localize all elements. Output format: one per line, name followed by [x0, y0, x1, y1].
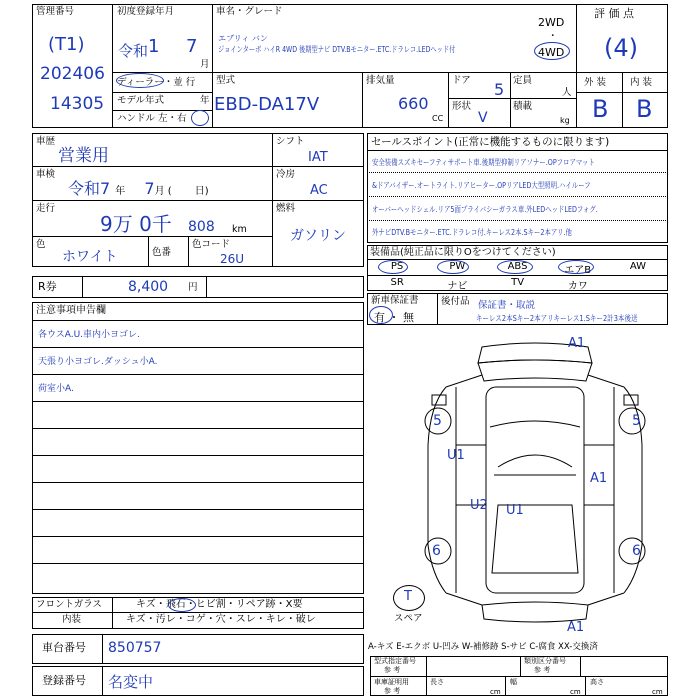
load-label: 積載 — [513, 101, 533, 112]
notes-rule — [32, 536, 364, 537]
shape-label: 形状 — [452, 101, 472, 112]
equip-ps: PS — [390, 261, 404, 272]
mileage-label: 走行 — [36, 203, 56, 214]
ac-label: 冷房 — [276, 169, 296, 180]
equip-tv: TV — [511, 277, 525, 288]
after-label: 後付品 — [441, 296, 470, 307]
diag-mark-center: U1 — [506, 503, 524, 518]
color-value: ホワイト — [62, 249, 118, 265]
displacement-label: 排気量 — [366, 75, 395, 86]
height-cm: cm — [652, 688, 663, 696]
after-value: 保証書・取説 — [478, 300, 536, 311]
mileage-unit: km — [232, 224, 247, 235]
reg-label: 登録番号 — [42, 674, 86, 687]
inspection-month: 7 — [144, 179, 155, 198]
color-no-label: 色番 — [152, 247, 172, 258]
model-year-label: モデル年式 — [117, 95, 165, 106]
spare-text: スペア — [394, 613, 423, 624]
stone-chip-circle — [168, 598, 196, 612]
shift-value: IAT — [308, 150, 328, 165]
doors-label: ドア — [452, 75, 471, 86]
exterior-label: 外 装 — [584, 77, 607, 88]
diag-mark-right-door: A1 — [590, 471, 608, 486]
equip-abs-circle — [497, 260, 533, 274]
notes-rule — [32, 509, 364, 510]
sales-line-2: &ドアバイザー.オートライト.リアヒーター.OPリアLED大型照明.ハイルーフ — [372, 181, 591, 190]
note-line-3: 荷室小A. — [38, 384, 74, 394]
recycle-unit: 円 — [188, 282, 198, 293]
spare-label: T — [404, 589, 412, 604]
equip-sr: SR — [390, 277, 404, 288]
sales-points-title: セールスポイント(正常に機能するものに限ります) — [371, 136, 610, 148]
inspection-day-unit: 日) — [194, 186, 209, 197]
vin-plate-label: 車庫証明用 — [374, 678, 409, 686]
mgmt-no2: 14305 — [50, 94, 105, 114]
diag-mark-lf-wheel: 5 — [433, 413, 442, 429]
model-year-unit: 年 — [200, 95, 210, 106]
displacement-value: 660 — [398, 94, 429, 113]
equipment-row-2 — [367, 277, 608, 291]
width-label: 幅 — [510, 678, 517, 686]
length-cm: cm — [490, 688, 501, 696]
class-label: 類別区分番号 — [524, 657, 566, 665]
notes-rule — [32, 401, 364, 402]
shift-label: シフト — [276, 136, 305, 147]
diag-mark-rf-wheel: 5 — [632, 413, 641, 429]
exterior-value: B — [592, 95, 609, 123]
warranty-yes-circle — [369, 306, 393, 324]
sales-line-4: 外ナビDTV.Bモニター.ETC.ドラレコ付.キーレス2本.Sキー2本アリ.他 — [372, 228, 572, 237]
notes-rule — [32, 455, 364, 456]
width-cm: cm — [570, 688, 581, 696]
interior-cond-label: 内装 — [62, 614, 82, 625]
model-value: EBD-DA17V — [214, 94, 320, 115]
history-value: 営業用 — [58, 146, 109, 166]
first-reg-month: 7 — [186, 36, 198, 57]
first-reg-label: 初度登録年月 — [117, 6, 175, 17]
recycle-label: R券 — [38, 280, 57, 293]
equip-airbag-circle — [558, 260, 594, 274]
diag-mark-rear: A1 — [567, 620, 585, 635]
type-cert-label: 型式指定番号 — [374, 657, 416, 665]
fuel-label: 燃料 — [276, 203, 296, 214]
car-name: エブリィ バン — [218, 34, 268, 43]
color-code-value: 26U — [220, 252, 245, 266]
keys-note: キーレス2本Sキー2本アリキーレス1.Sキー2計3本後送 — [476, 314, 638, 323]
note-line-2: 天張り小ヨゴレ.ダッシュ小A. — [38, 357, 158, 367]
length-label: 長さ — [430, 678, 444, 686]
notes-rule — [32, 320, 364, 321]
fuel-value: ガソリン — [290, 228, 346, 244]
first-reg-year: 1 — [148, 36, 160, 57]
handle-right-circle — [191, 110, 209, 126]
diag-mark-left-rear: U2 — [470, 498, 488, 513]
mileage-rest: 808 — [188, 219, 215, 235]
inspection-era: 令和 — [68, 179, 101, 198]
front-glass-label: フロントガラス — [36, 599, 102, 610]
notes-title: 注意事項申告欄 — [36, 305, 106, 316]
equip-airbag: エアB — [564, 265, 592, 276]
car-grade: ジョインターボ ハイR 4WD 後期型ナビ DTV.Bモニター.ETC.ドラレコ.LEDヘッド付 — [218, 45, 456, 54]
notes-rule — [32, 374, 364, 375]
equip-pw-circle — [437, 260, 469, 274]
warranty-no: ・ 無 — [388, 311, 414, 324]
dealer-circle — [116, 73, 164, 88]
mgmt-t: (T1) — [48, 34, 85, 55]
inspection-month-unit: 月 ( — [154, 186, 172, 197]
displacement-unit: CC — [432, 114, 444, 123]
equip-abs: ABS — [507, 261, 528, 272]
recycle-value: 8,400 — [128, 279, 169, 295]
diag-mark-left-door: U1 — [447, 448, 465, 463]
equip-navi: ナビ — [447, 281, 468, 292]
class-ref: 参 考 — [534, 666, 551, 674]
sales-line-3: オーバーヘッドシェル.リア5面プライバシーガラス車.外LEDヘッドLEDフォグ. — [372, 205, 598, 214]
first-reg-era: 令和 — [118, 42, 149, 60]
chassis-label: 車台番号 — [42, 641, 86, 654]
equip-pw: PW — [449, 261, 466, 272]
note-line-1: 各ウスA.U.車内小ヨゴレ. — [38, 330, 140, 340]
sales-line-1: 安全装備スズキセーフティサポート車.後期型抑制リアソナー.OPフロアマット — [372, 158, 595, 167]
damage-legend: A-キズ E-エクボ U-凹み W-補修跡 S-サビ C-腐食 XX-交換済 — [368, 642, 598, 652]
notes-rule — [32, 482, 364, 483]
inspection-year: 7 — [100, 179, 111, 198]
warranty-label: 新車保証書 — [371, 295, 419, 306]
diag-mark-front: A1 — [568, 336, 586, 351]
doors-value: 5 — [494, 80, 505, 99]
inspection-year-unit: 年 — [115, 186, 126, 197]
chassis-value: 850757 — [108, 640, 162, 656]
drive-4wd-circle — [534, 42, 570, 60]
equip-ps-circle — [378, 260, 408, 274]
equipment-title: 装備品(純正品に限りOをつけてください) — [370, 247, 556, 258]
diag-mark-rr-wheel: 6 — [632, 543, 641, 559]
notes-rule — [32, 347, 364, 348]
drive-dot: ・ — [548, 31, 558, 42]
equip-leather: カワ — [567, 281, 588, 292]
notes-rule — [32, 428, 364, 429]
type-cert-ref: 参 考 — [384, 666, 401, 674]
name-grade-label: 車名・グレード — [216, 6, 283, 17]
diag-mark-lr-wheel: 6 — [432, 543, 441, 559]
mgmt-no1: 202406 — [40, 64, 105, 84]
drive-4wd: 4WD — [538, 46, 565, 59]
eval-value: (4) — [604, 34, 638, 62]
mileage-man: 9万 0千 — [100, 212, 172, 236]
month-unit: 月 — [200, 59, 210, 70]
front-glass-value: キズ・飛石・ヒビ割・リペア跡・X要 — [136, 599, 303, 610]
height-label: 高さ — [590, 678, 604, 686]
interior-cond-value: キズ・汚レ・コゲ・穴・スレ・キレ・破レ — [126, 614, 316, 625]
notes-rule — [32, 563, 364, 564]
capacity-label: 定員 — [513, 75, 533, 86]
inspection-label: 車検 — [36, 169, 56, 180]
color-label: 色 — [36, 239, 46, 250]
vin-plate-ref: 参 考 — [384, 687, 401, 695]
interior-label: 内 装 — [630, 77, 653, 88]
reg-value: 名変中 — [108, 673, 154, 691]
load-unit: kg — [560, 116, 570, 125]
color-code-label: 色コード — [192, 239, 231, 250]
ac-value: AC — [310, 183, 328, 198]
mgmt-label: 管理番号 — [36, 6, 75, 17]
interior-value: B — [636, 95, 653, 123]
notes-block — [32, 302, 364, 594]
warranty-yes: 有 — [374, 311, 385, 324]
equip-aw: AW — [629, 261, 646, 272]
drive-2wd: 2WD — [538, 16, 565, 29]
dealer-label: ディーラー・並 行 — [117, 77, 196, 88]
shape-value: V — [478, 110, 488, 126]
car-diagram — [410, 335, 660, 635]
inspection-value — [68, 176, 209, 199]
model-label: 型式 — [216, 75, 236, 86]
capacity-unit: 人 — [562, 87, 572, 98]
history-label: 車歴 — [36, 136, 56, 147]
handle-label: ハンドル 左・右 — [117, 113, 187, 124]
eval-label: 評 価 点 — [594, 7, 634, 20]
